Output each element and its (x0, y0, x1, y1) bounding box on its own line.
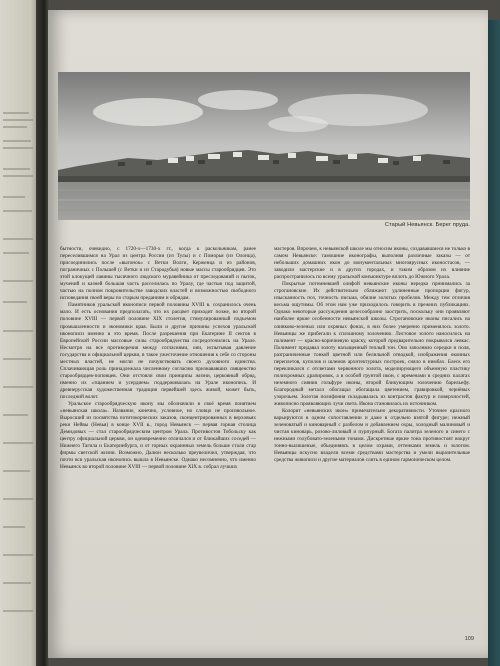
book-page (48, 10, 488, 658)
text-column-left (60, 246, 256, 472)
paragraph: Памятников уральской иконописи первой половины XVIII в. сохранилось очень мало. И есть основания предполагать, что их расцвет приходит позже, во второй половине XVIII — первой половине XIX столетия, стимулированный подъемом промышленности и экономики края. Были и другие причины успехов уральской иконописи именно в это время. После разрешения при Екатерине II сектов в Европейской России массовые силы старообрядчества сосредоточились на Урале. Несмотря на все противоречия между согласиями, они, испытывая давление государства и официальной церкви, в такое ужесточение отношения к себе со стороны местных властей, не могли не почувствовать своего духовного единства. Сплачивающая роль принадлежала численному согласию признававших священство старообрядцев-поповцев. Они отстояли свои принципы жизни, церковный обряд, именно их «тщанием и усердием» поддерживалась на Урале иконопись. И древнерусская художественная традиция первейшей здесь живой, может быть, последний волот. (60, 302, 256, 400)
paragraph: бытности, очевидно, с 1720-х—1730-х гг., когда к раскольникам, ранее переселившимся на Урал из центра России (из Тулы) и с Поморья (из Олонца), присоединились после «выгонок» с Ветки Волги, Керженца и из районов, пограничных с Польшей (с Ветки и из Стародубья) новые массы старообрядцев. Это этой клокущей лавины тысячного людского муравейника от преследований и пыток, мучений и казней большая часть расселилась по Уралу, где частью под защитой, частью на полном покровительстве заводских властей и возможностью свободного исповедания своей веры по старым преданиям и обрядам. (60, 246, 256, 302)
paragraph: мастеров. Впрочем, к невьянской школе мы относим иконы, создававшиеся не только в самом Невьянске: тамошние иконографы, выполняя различные заказы — от небольших домашних икон до монументальных многоярусных иконостасов, — заводили мастерские и в других городах, и таким образом их влияние распространилось по всему уральской конъюнктуре вплоть до Южного Урала. (274, 246, 470, 281)
paragraph: Уральское старообрядческую икону мы обозначили в своё время понятием «невьянская школа». Название, конечно, условное, но словцо не произвольное. Выросший из посвятства потитокорческих заказов, сконцентрированных в верховьях реки Нейвы (Невья) в конце XVII в., город Невьянск — первая горная столица Демидовых — стал старообрядческим центром Урала. Противостоя Тобольску как центру официальной церкви, он одновременно отличался и от ближайших соседей — Нижнего Тагила и Екатеринбурга, и от горных окраинных земель больше стали стар фирмы светской жизни. Возможно, Далюн несколько преувеличил, утверждая, что почти вся уральская иконопись вышла в Невьянске. Однако несомненно, что именно Невьянск во второй половине XVIII — первой половине XIX в. собрал лучших (60, 401, 256, 471)
book-cover-edge (488, 20, 500, 666)
paragraph: Колорит «невьянских икон» примечательно декоративности. Уточнее красного варьируются в одном сопоставлении и даже в отдельно взятой фигуре; нежный зеленоватый и киноварный с разбелом и добавлением охры, холодный малиновый и чистая киноварь, розово-лиловый и пурпурный. Богата палитра зеленого и синего с нежными голубовато-зелеными тонами. Дискретные яркие тона противостоят вокруг тонно-вылишеные, объединяясь в целом охрами, оттенками земель и золотом. Невьянцы искусно владели всеми средствами мастерства и умели выразительные средства живописи и другие материалов слить в едином гармоническом целом. (274, 408, 470, 464)
landscape-photo (58, 72, 470, 220)
page-number: 109 (464, 636, 474, 642)
text-column-right (274, 246, 470, 464)
paragraph: Покрытые потемневшей олифой невьянские иконы нередко принимались за строгановские. Их действительно сближают удлиненные пропорции фигур, изысканность поз, точность письма, обилие золотых пробелов. Между тем отличия весьма ощутимы. Об этом нам уже приходилось говорить в прежних публикациях. Однако некоторые рассуждения целесообразно заострить, поскольку они проявляют наиболее яркие особенности невьянской школы. Строгановские иконы писались на оливково-зеленых или охряных фонах, в них более умеренно применялось золото. Невьянцы же прибегали к сплошному золочению. Листовое золото наносилось на полимент — красно-коричневую краску, которой предварительно покрывался левкас. Полимент придавал золоту насыщенный теплый тон. Оно заполняло середки и поля, разграниченные тонкой цветной или белильной отводкой, изображения оконных переплетов, куполов и шлемов архитектурных построек, сияло в нимбах. Блеск его перекликался с отсветами червонного золота, моделирующего объемную пластику полихромных драпировок, а в особой грунтой икон, с временами в средних палатах неземного сияния гольфуре иконы, второй бликующим золочению барельефу. Благородный металл обогащал обогащала цветением, гравировкой, чернёвых узорочьем. Золотая полифония складывалась из контрастов фактур и поверхностей, живописно проявляющих лучи света. Икона становилась их источником. (274, 281, 470, 408)
photo-caption: Старый Невьянск. Берег пруда. (384, 222, 470, 228)
